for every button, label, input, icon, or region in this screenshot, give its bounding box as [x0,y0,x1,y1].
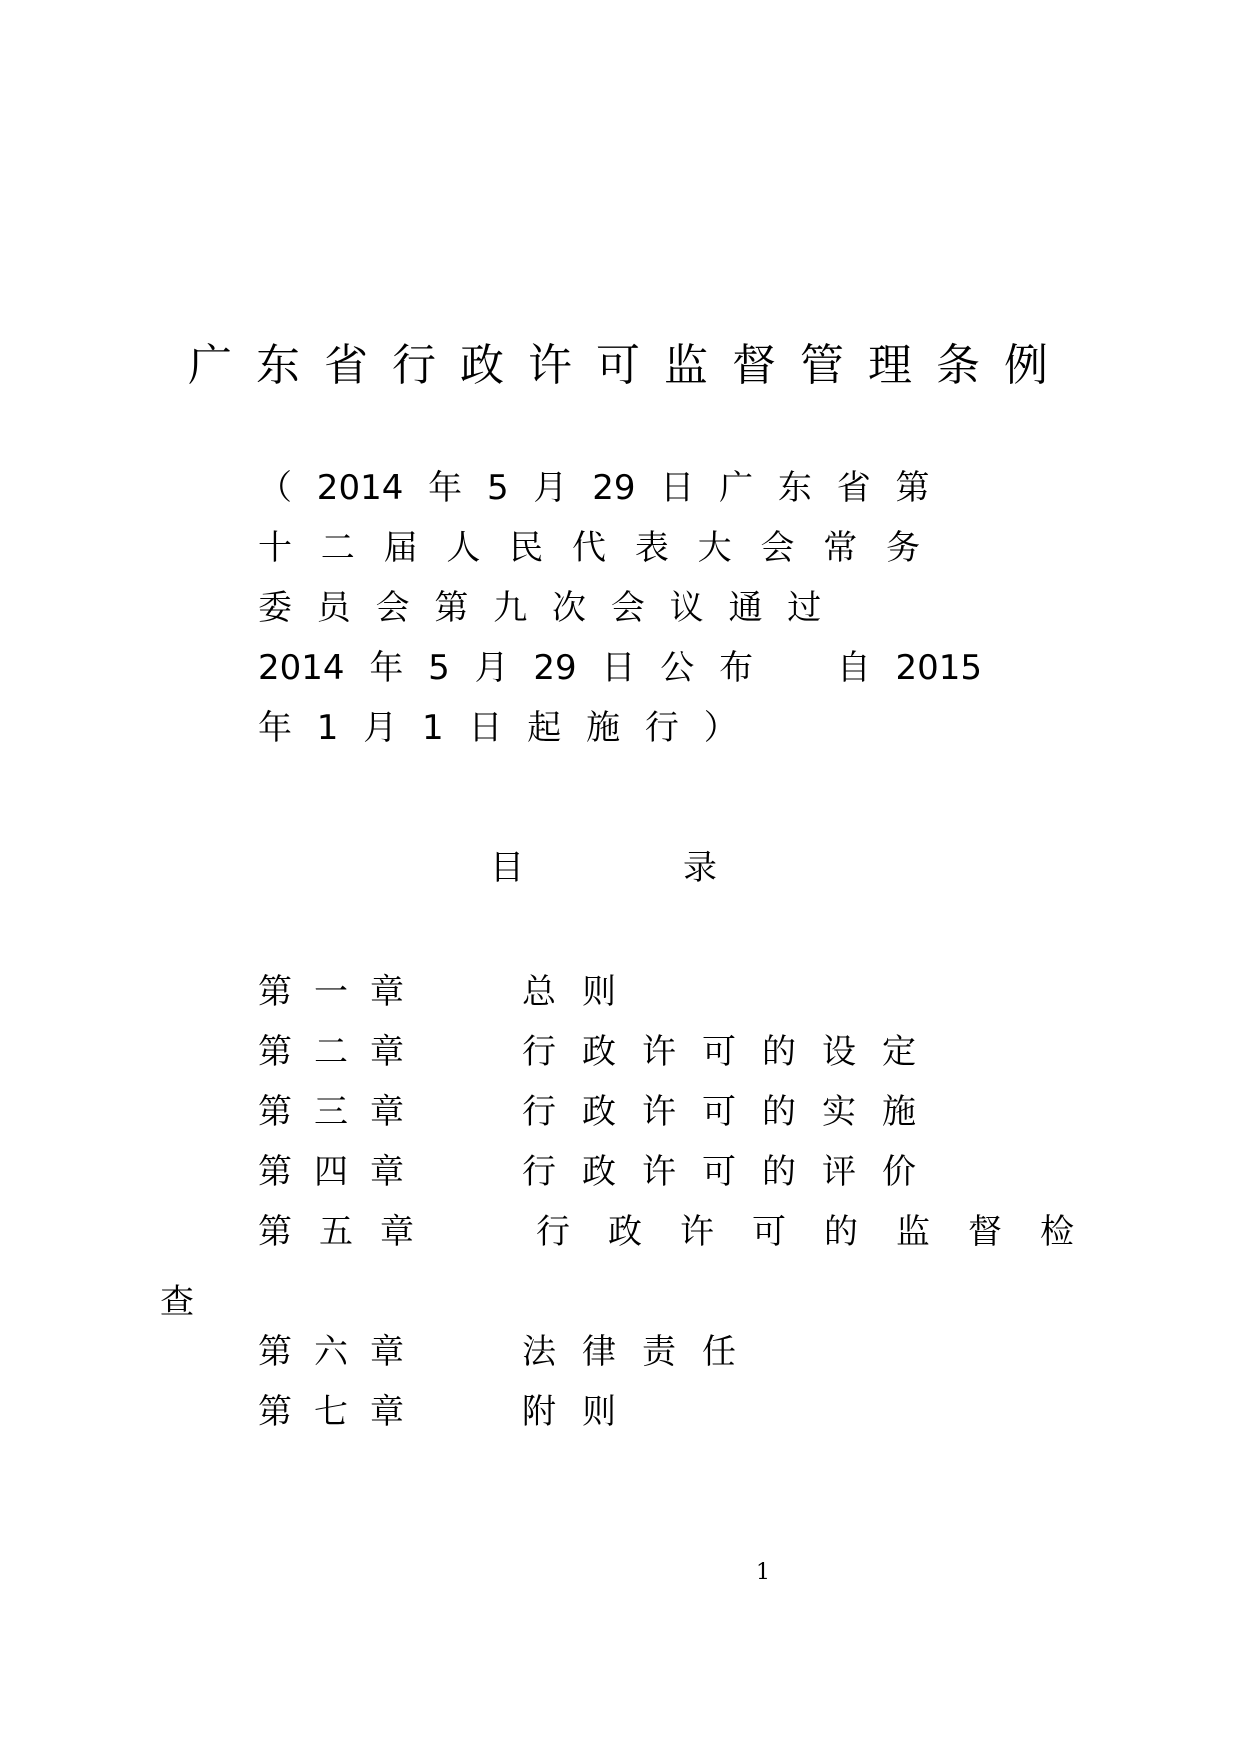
toc-item [258,962,1108,1022]
toc-item [258,1142,1108,1202]
toc-chapter-title: 附则 [522,1392,642,1432]
promulgation-line: 十 二 届 人 民 代 表 大 会 常 务 [258,528,923,568]
toc-item [258,1082,1108,1142]
toc-item [258,1322,1108,1382]
toc-chapter-number: 第七章 [258,1392,426,1432]
table-of-contents [258,962,1112,1442]
toc-chapter-title: 行政许可的监督检 [536,1212,1112,1252]
toc-chapter-title: 行政许可的实施 [522,1092,942,1132]
toc-title-continuation: 查 [160,1282,194,1322]
toc-item [258,1022,1108,1082]
document-title: 广东省行政许可监督管理条例 [188,340,1072,391]
toc-chapter-number: 第三章 [258,1092,426,1132]
toc-chapter-number: 第四章 [258,1152,426,1192]
toc-chapter-number: 第一章 [258,972,426,1012]
promulgation-line: 年 1 月 1 日 起 施 行 ） [258,708,738,748]
toc-chapter-title: 总则 [522,972,642,1012]
toc-chapter-title: 行政许可的评价 [522,1152,942,1192]
toc-chapter-number: 第六章 [258,1332,426,1372]
promulgation-line: 2014 年 5 月 29 日 公 布 自 2015 [258,648,983,688]
toc-heading-left: 目 [490,848,524,888]
page-number: 1 [756,1560,770,1585]
toc-chapter-title: 行政许可的设定 [522,1032,942,1072]
toc-item [258,1202,1112,1262]
toc-chapter-number: 第五章 [258,1212,441,1252]
promulgation-note [258,458,998,758]
toc-item [258,1382,1108,1442]
toc-heading-right: 录 [683,848,717,888]
toc-chapter-title: 法律责任 [522,1332,762,1372]
promulgation-line: （ 2014 年 5 月 29 日 广 东 省 第 [258,468,930,508]
promulgation-line: 委 员 会 第 九 次 会 议 通 过 [258,588,822,628]
toc-chapter-number: 第二章 [258,1032,426,1072]
